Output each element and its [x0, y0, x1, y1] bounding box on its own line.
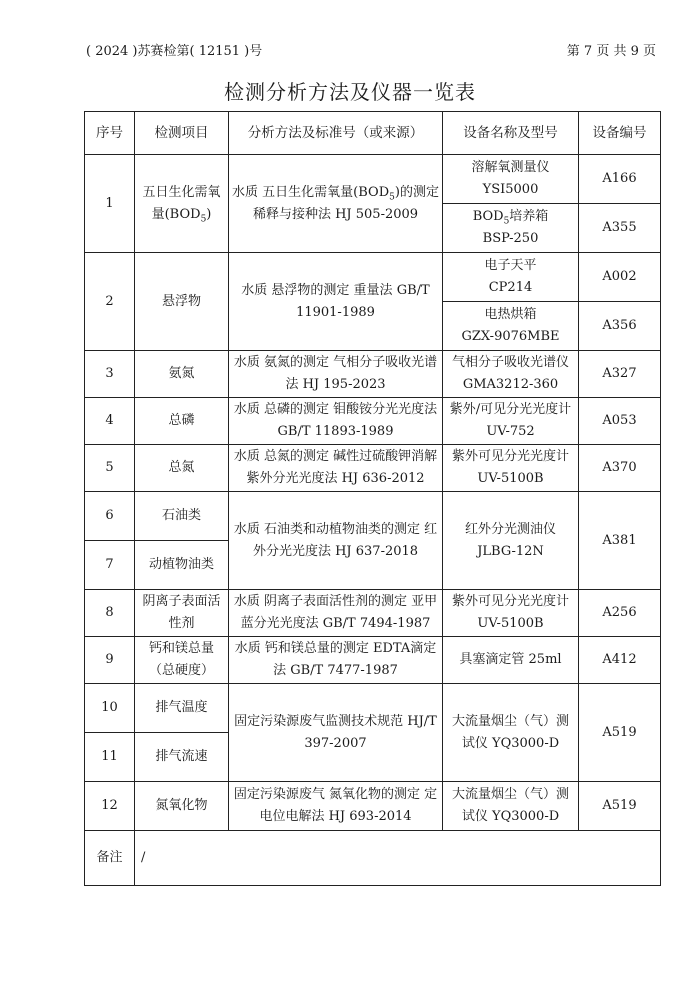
equipment: 红外分光测油仪 JLBG-12N	[443, 492, 579, 590]
methods-table	[84, 111, 661, 886]
test-item: 氮氧化物	[135, 782, 229, 831]
equipment-id: A166	[579, 155, 661, 204]
equipment: 气相分子吸收光谱仪 GMA3212-360	[443, 351, 579, 398]
col-header-equipment-id: 设备编号	[579, 112, 661, 155]
row-number: 7	[85, 541, 135, 590]
table-row	[85, 398, 661, 445]
row-number: 6	[85, 492, 135, 541]
table-row	[85, 253, 661, 302]
equipment: 大流量烟尘（气）测试仪 YQ3000-D	[443, 782, 579, 831]
table-row	[85, 637, 661, 684]
row-number: 8	[85, 590, 135, 637]
remark-label: 备注	[85, 831, 135, 886]
test-item: 五日生化需氧量$(BOD_5)$	[135, 155, 229, 253]
equipment-id: A356	[579, 302, 661, 351]
col-header-number: 序号	[85, 112, 135, 155]
equipment-id: A327	[579, 351, 661, 398]
row-number: 2	[85, 253, 135, 351]
analysis-method: 固定污染源废气监测技术规范 HJ/T 397-2007	[229, 684, 443, 782]
row-number: 5	[85, 445, 135, 492]
analysis-method: 水质 氨氮的测定 气相分子吸收光谱法 HJ 195-2023	[229, 351, 443, 398]
analysis-method: 水质 总磷的测定 钼酸铵分光光度法 GB/T 11893-1989	[229, 398, 443, 445]
analysis-method: 水质 钙和镁总量的测定 EDTA滴定法 GB/T 7477-1987	[229, 637, 443, 684]
equipment: 电热烘箱 GZX-9076MBE	[443, 302, 579, 351]
col-header-method: 分析方法及标准号（或来源）	[229, 112, 443, 155]
test-item: 石油类	[135, 492, 229, 541]
test-item: 排气流速	[135, 733, 229, 782]
test-item: 阴离子表面活性剂	[135, 590, 229, 637]
table-row	[85, 684, 661, 733]
test-item: 动植物油类	[135, 541, 229, 590]
analysis-method: 水质 阴离子表面活性剂的测定 亚甲蓝分光光度法 GB/T 7494-1987	[229, 590, 443, 637]
table-row	[85, 155, 661, 204]
analysis-method: 水质 石油类和动植物油类的测定 红外分光光度法 HJ 637-2018	[229, 492, 443, 590]
table-header-row	[85, 112, 661, 155]
page-info: 第 7 页 共 9 页	[566, 44, 656, 59]
equipment-id: A519	[579, 684, 661, 782]
test-item: 排气温度	[135, 684, 229, 733]
analysis-method: 水质 悬浮物的测定 重量法 GB/T 11901-1989	[229, 253, 443, 351]
test-item: 总氮	[135, 445, 229, 492]
equipment: 大流量烟尘（气）测试仪 YQ3000-D	[443, 684, 579, 782]
row-number: 1	[85, 155, 135, 253]
remark-value: /	[135, 831, 661, 886]
analysis-method: 水质 五日生化需氧量$(BOD_5)$的测定 稀释与接种法 HJ 505-2009	[229, 155, 443, 253]
equipment: 紫外可见分光光度计 UV-5100B	[443, 445, 579, 492]
test-item: 悬浮物	[135, 253, 229, 351]
table-row	[85, 590, 661, 637]
equipment-id: A381	[579, 492, 661, 590]
test-item: 钙和镁总量（总硬度）	[135, 637, 229, 684]
equipment-id: A053	[579, 398, 661, 445]
analysis-method: 水质 总氮的测定 碱性过硫酸钾消解紫外分光光度法 HJ 636-2012	[229, 445, 443, 492]
remark-row	[85, 831, 661, 886]
equipment-id: A519	[579, 782, 661, 831]
table-row	[85, 492, 661, 541]
page-title: 检测分析方法及仪器一览表	[224, 80, 476, 104]
equipment: 紫外/可见分光光度计 UV-752	[443, 398, 579, 445]
equipment: 溶解氧测量仪 YSI5000	[443, 155, 579, 204]
col-header-equipment: 设备名称及型号	[443, 112, 579, 155]
row-number: 4	[85, 398, 135, 445]
document-number: ( 2024 )苏赛检第( 12151 )号	[86, 44, 263, 59]
equipment: 紫外可见分光光度计 UV-5100B	[443, 590, 579, 637]
row-number: 11	[85, 733, 135, 782]
col-header-item: 检测项目	[135, 112, 229, 155]
equipment-id: A412	[579, 637, 661, 684]
equipment-id: A256	[579, 590, 661, 637]
test-item: 总磷	[135, 398, 229, 445]
equipment: 具塞滴定管 25ml	[443, 637, 579, 684]
equipment: 电子天平 CP214	[443, 253, 579, 302]
row-number: 9	[85, 637, 135, 684]
equipment-id: A355	[579, 204, 661, 253]
equipment-id: A370	[579, 445, 661, 492]
equipment-id: A002	[579, 253, 661, 302]
analysis-method: 固定污染源废气 氮氧化物的测定 定电位电解法 HJ 693-2014	[229, 782, 443, 831]
test-item: 氨氮	[135, 351, 229, 398]
equipment: $BOD_5$培养箱 BSP-250	[443, 204, 579, 253]
row-number: 10	[85, 684, 135, 733]
table-row	[85, 445, 661, 492]
row-number: 3	[85, 351, 135, 398]
table-row	[85, 782, 661, 831]
table-row	[85, 351, 661, 398]
row-number: 12	[85, 782, 135, 831]
